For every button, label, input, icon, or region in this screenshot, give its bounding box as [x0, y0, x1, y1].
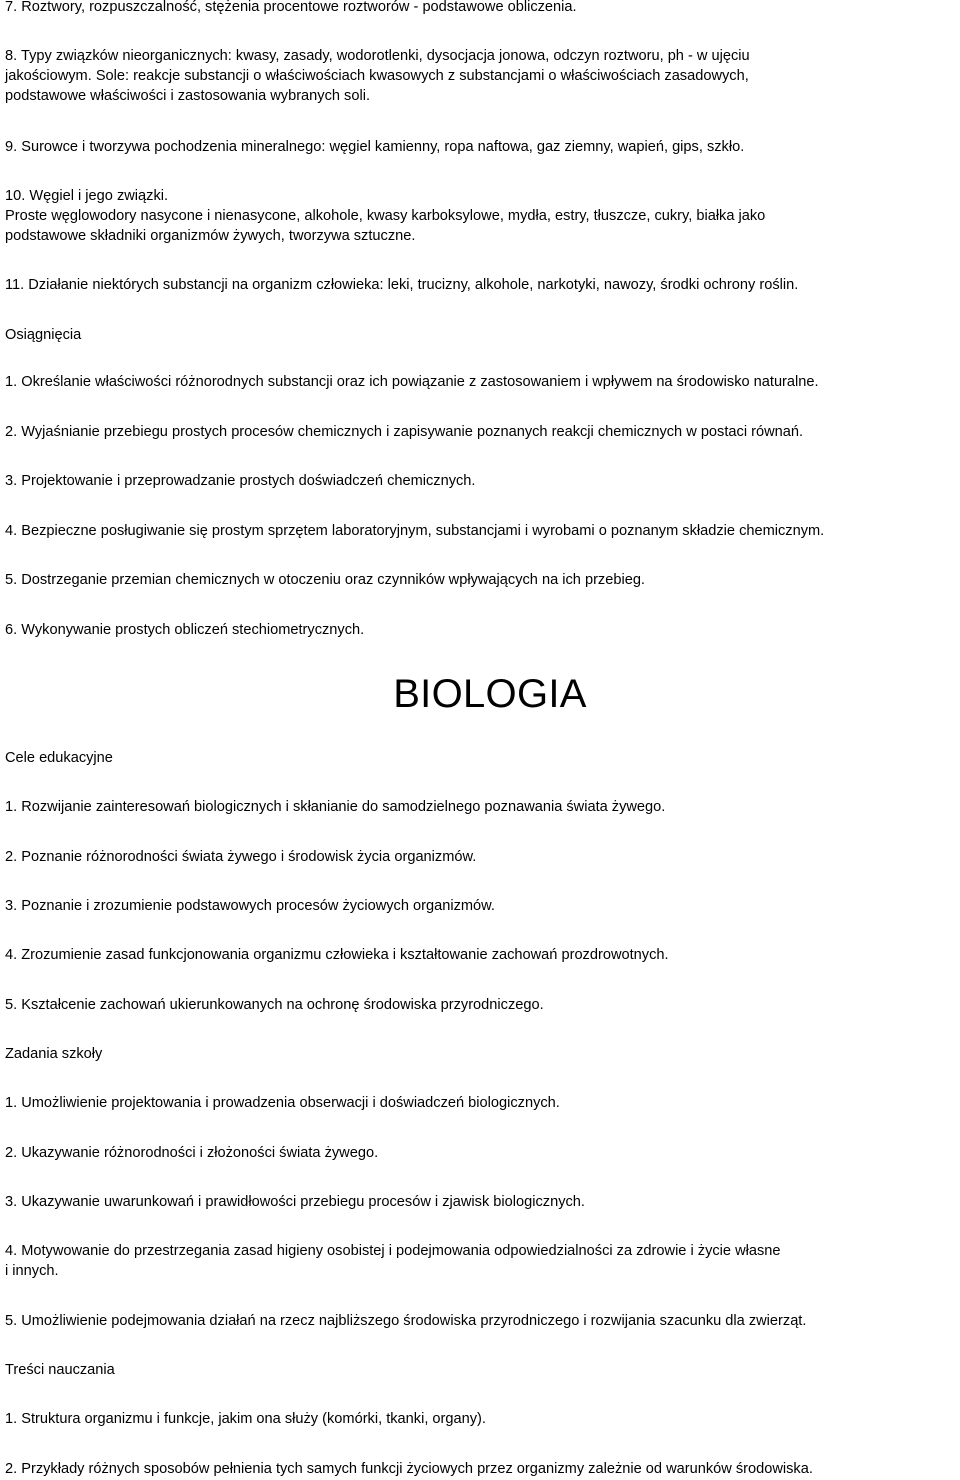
achievement-item: 2. Wyjaśnianie przebiegu prostych procesów chemicznych i zapisywanie poznanych reakcji chemicznych w postaci równań. [5, 424, 804, 440]
task-item-continuation: i innych. [5, 1263, 59, 1279]
chemistry-topic-11: 11. Działanie niektórych substancji na organizm człowieka: leki, trucizny, alkohole, narkotyki, nawozy, środki ochrony roślin. [5, 277, 799, 293]
achievement-item: 6. Wykonywanie prostych obliczeń stechiometrycznych. [5, 622, 365, 638]
task-item: 4. Motywowanie do przestrzegania zasad higieny osobistej i podejmowania odpowiedzialności za zdrowie i życie własne [5, 1243, 781, 1259]
task-item: 5. Umożliwienie podejmowania działań na rzecz najbliższego środowiska przyrodniczego i rozwijania szacunku dla zwierząt. [5, 1313, 807, 1329]
chemistry-topic-8-line-1: 8. Typy związków nieorganicznych: kwasy, zasady, wodorotlenki, dysocjacja jonowa, odczyn roztworu, ph - w ujęciu [5, 48, 750, 64]
goal-item: 3. Poznanie i zrozumienie podstawowych procesów życiowych organizmów. [5, 898, 495, 914]
chemistry-topic-10-line-1: 10. Węgiel i jego związki. [5, 188, 169, 204]
achievement-item: 1. Określanie właściwości różnorodnych substancji oraz ich powiązanie z zastosowaniem i wpływem na środowisko naturalne. [5, 374, 819, 390]
goal-item: 2. Poznanie różnorodności świata żywego i środowisk życia organizmów. [5, 849, 477, 865]
task-item: 2. Ukazywanie różnorodności i złożoności świata żywego. [5, 1145, 379, 1161]
content-item: 1. Struktura organizmu i funkcje, jakim ona służy (komórki, tkanki, organy). [5, 1411, 486, 1427]
chemistry-topic-8-line-3: podstawowe właściwości i zastosowania wybranych soli. [5, 88, 371, 104]
chemistry-topic-8-line-2: jakościowym. Sole: reakcje substancji o właściwościach kwasowych z substancjami o właściwościach zasadowych, [5, 68, 749, 84]
goal-item: 1. Rozwijanie zainteresowań biologicznych i skłanianie do samodzielnego poznawania świata żywego. [5, 799, 666, 815]
achievement-item: 5. Dostrzeganie przemian chemicznych w otoczeniu oraz czynników wpływających na ich przebieg. [5, 572, 645, 588]
task-item: 1. Umożliwienie projektowania i prowadzenia obserwacji i doświadczeń biologicznych. [5, 1095, 560, 1111]
goal-item: 4. Zrozumienie zasad funkcjonowania organizmu człowieka i kształtowanie zachowań prozdrowotnych. [5, 947, 669, 963]
achievement-item: 4. Bezpieczne posługiwanie się prostym sprzętem laboratoryjnym, substancjami i wyrobami o poznanym składzie chemicznym. [5, 523, 825, 539]
achievements-heading: Osiągnięcia [5, 327, 82, 343]
task-item: 3. Ukazywanie uwarunkowań i prawidłowości przebiegu procesów i zjawisk biologicznych. [5, 1194, 585, 1210]
goal-item: 5. Kształcenie zachowań ukierunkowanych na ochronę środowiska przyrodniczego. [5, 997, 544, 1013]
chemistry-topic-10-line-2: Proste węglowodory nasycone i nienasycone, alkohole, kwasy karboksylowe, mydła, estry, tłuszcze, cukry, białka jako [5, 208, 766, 224]
chemistry-topic-9: 9. Surowce i tworzywa pochodzenia mineralnego: węgiel kamienny, ropa naftowa, gaz ziemny, wapień, gips, szkło. [5, 139, 745, 155]
content-heading: Treści nauczania [5, 1362, 115, 1378]
chemistry-topic-7: 7. Roztwory, rozpuszczalność, stężenia procentowe roztworów - podstawowe obliczenia. [5, 0, 577, 15]
achievement-item: 3. Projektowanie i przeprowadzanie prostych doświadczeń chemicznych. [5, 473, 476, 489]
goals-heading: Cele edukacyjne [5, 750, 113, 766]
section-title-biology: BIOLOGIA [393, 672, 587, 716]
chemistry-topic-10-line-3: podstawowe składniki organizmów żywych, tworzywa sztuczne. [5, 228, 416, 244]
content-item: 2. Przykłady różnych sposobów pełnienia tych samych funkcji życiowych przez organizmy zależnie od warunków środowiska. [5, 1461, 813, 1477]
tasks-heading: Zadania szkoły [5, 1046, 103, 1062]
